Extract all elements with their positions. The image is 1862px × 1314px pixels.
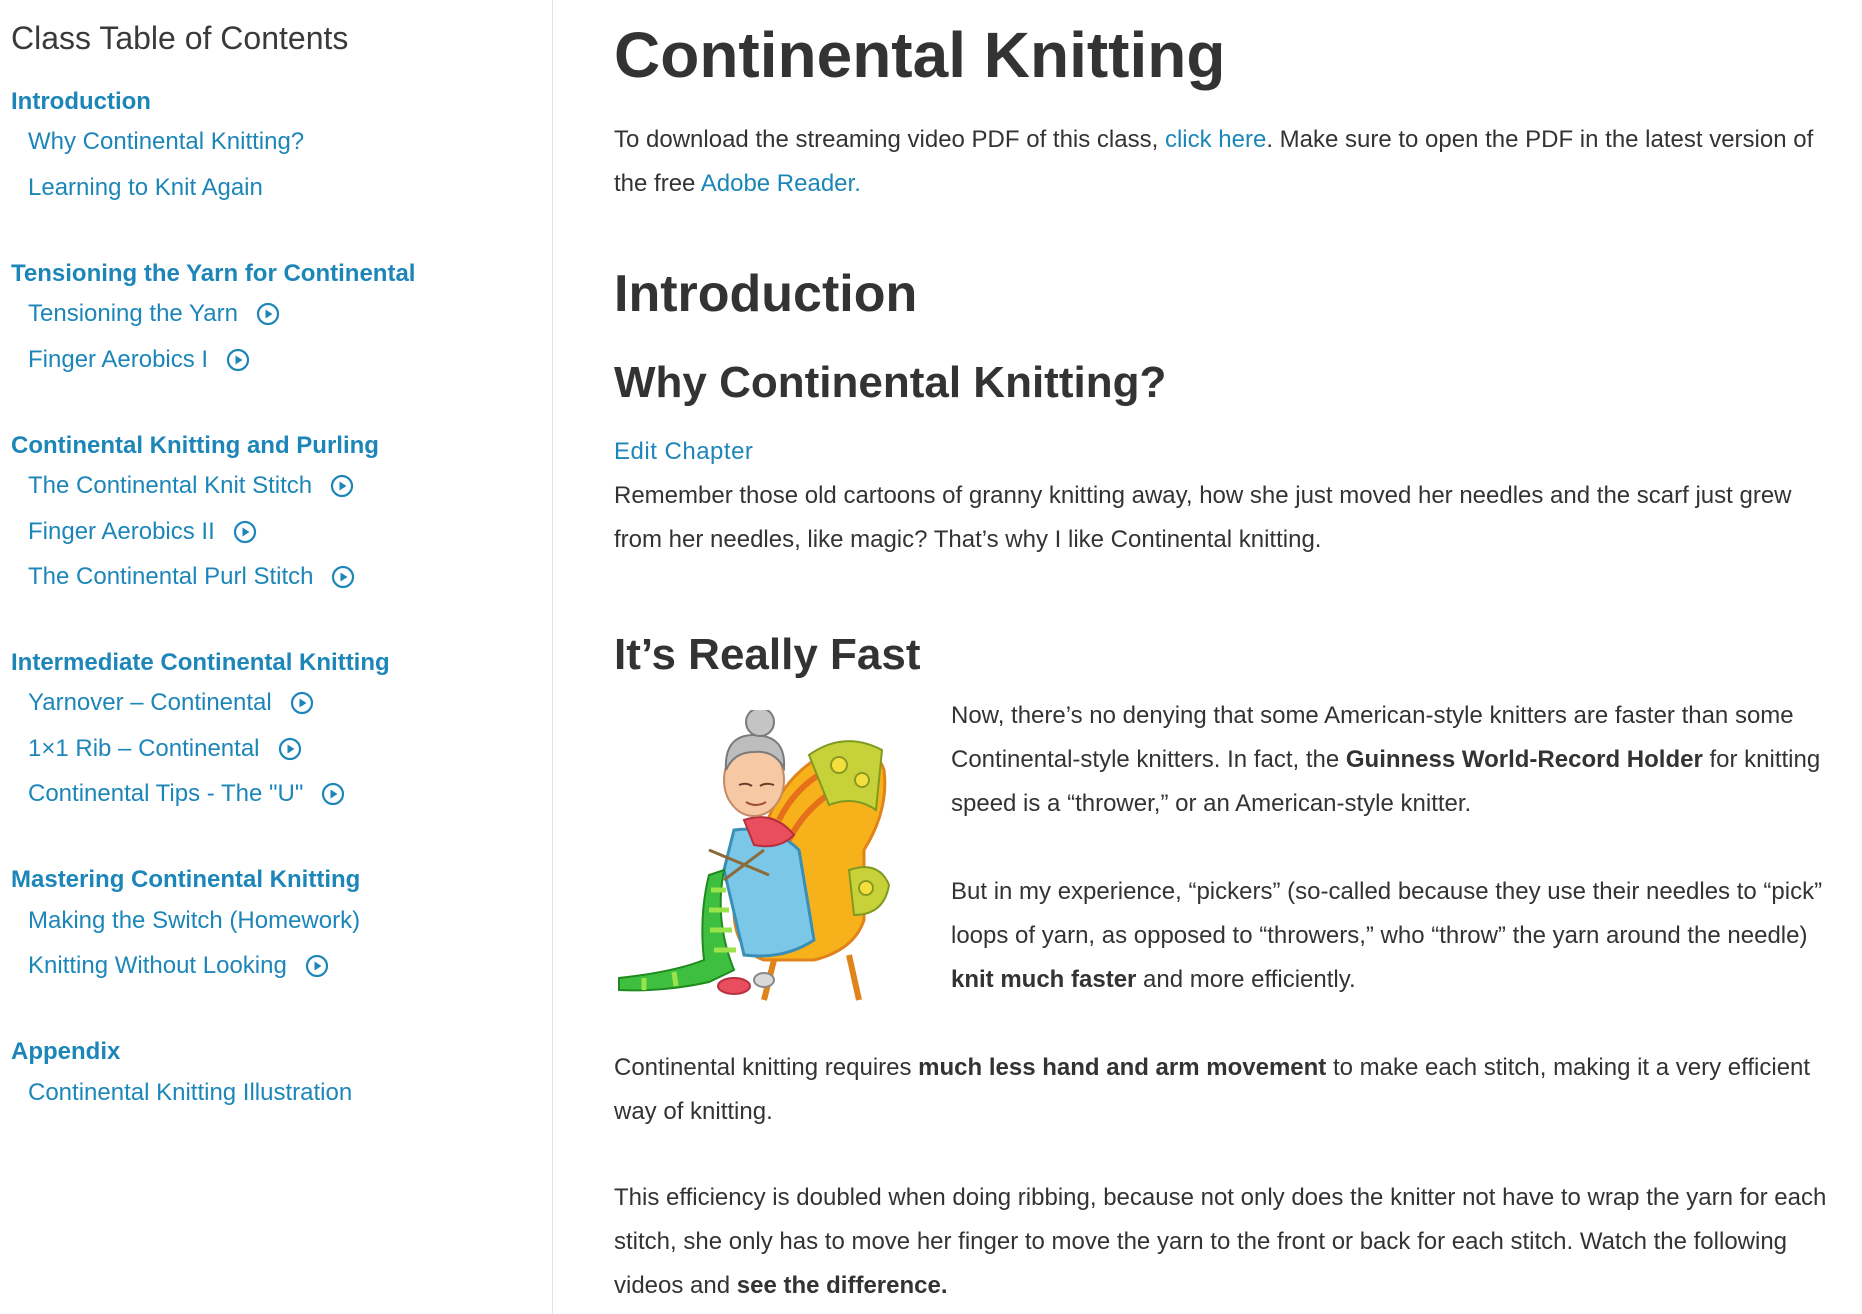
toc-item-label: Yarnover – Continental	[28, 689, 272, 716]
toc-item-label: Continental Tips - The "U"	[28, 780, 304, 807]
bold-text: knit much faster	[951, 966, 1137, 993]
download-text-2: . Make sure to open the PDF in the latest version of the free	[614, 126, 1814, 197]
toc-item-tensioning-the-yarn[interactable]	[28, 300, 280, 328]
toc-section-introduction[interactable]: Introduction	[11, 88, 151, 115]
granny-knitting-illustration	[614, 710, 918, 1002]
toc-item-label: Making the Switch (Homework)	[28, 907, 361, 934]
toc-item-finger-aerobics-2[interactable]	[28, 518, 257, 546]
page-title: Continental Knitting	[614, 19, 1226, 91]
download-paragraph	[614, 118, 1824, 206]
text: But in my experience, “pickers” (so-called because they use their needles to “pick” loops of yarn, as opposed to “throwers,” who “throw” the yarn around the needle)	[951, 878, 1823, 949]
toc-section-intermediate[interactable]: Intermediate Continental Knitting	[11, 649, 390, 676]
text: for knitting speed is a “thrower,” or an American-style knitter.	[951, 746, 1821, 817]
toc-item-label: Learning to Knit Again	[28, 174, 263, 201]
text: to make each stitch, making it a very efficient way of knitting.	[614, 1054, 1811, 1125]
toc-item-continental-tips[interactable]	[28, 780, 345, 808]
toc-section-mastering[interactable]: Mastering Continental Knitting	[11, 866, 361, 893]
toc-item-continental-knit-stitch[interactable]	[28, 472, 354, 500]
text: Now, there’s no denying that some American-style knitters are faster than some Continental-style knitters. In fact, the	[951, 702, 1794, 773]
introduction-heading: Introduction	[614, 265, 918, 323]
toc-item-why-continental[interactable]	[28, 128, 304, 156]
toc-item-label: The Continental Purl Stitch	[28, 563, 314, 590]
edit-chapter-link[interactable]: Edit Chapter	[614, 438, 754, 465]
paragraph-ribbing	[614, 1176, 1844, 1308]
paragraph-movement	[614, 1046, 1844, 1134]
text: This efficiency is doubled when doing ribbing, because not only does the knitter not have to wrap the yarn for each stitch, she only has to move her finger to move the yarn to the front or back for each stitch. Watch the following videos and	[614, 1184, 1827, 1299]
really-fast-heading: It’s Really Fast	[614, 630, 921, 679]
toc-section-knitting-and-purling[interactable]: Continental Knitting and Purling	[11, 432, 379, 459]
cartoon-paragraph: Remember those old cartoons of granny knitting away, how she just moved her needles and the scarf just grew from her needles, like magic? That’s why I like Continental knitting.	[614, 482, 1792, 553]
toc-item-knitting-without-looking[interactable]	[28, 952, 329, 980]
toc-item-continental-purl-stitch[interactable]	[28, 563, 355, 591]
toc-item-label: Why Continental Knitting?	[28, 128, 305, 155]
bold-text: see the difference.	[736, 1272, 948, 1299]
play-video-icon	[233, 520, 257, 544]
toc-item-label: Finger Aerobics I	[28, 346, 209, 373]
toc-item-label: Knitting Without Looking	[28, 952, 287, 979]
toc-section-tensioning[interactable]: Tensioning the Yarn for Continental	[11, 260, 416, 287]
toc-item-label: The Continental Knit Stitch	[28, 472, 313, 499]
play-video-icon	[330, 474, 354, 498]
toc-item-1x1-rib[interactable]	[28, 735, 302, 763]
play-video-icon	[278, 737, 302, 761]
bold-text: Guinness World-Record Holder	[1345, 746, 1703, 773]
toc-title: Class Table of Contents	[11, 20, 349, 56]
table-of-contents-sidebar	[0, 0, 553, 1314]
toc-item-yarnover[interactable]	[28, 689, 314, 717]
text: Continental knitting requires	[614, 1054, 919, 1081]
paragraph-pickers	[951, 870, 1841, 1002]
click-here-link[interactable]: click here	[1164, 126, 1267, 153]
play-video-icon	[226, 348, 250, 372]
toc-item-learning-to-knit-again[interactable]	[28, 174, 263, 202]
toc-item-label: Tensioning the Yarn	[28, 300, 238, 327]
download-text: To download the streaming video PDF of this class,	[614, 126, 1165, 153]
play-video-icon	[256, 302, 280, 326]
adobe-reader-link[interactable]: Adobe Reader.	[700, 170, 861, 197]
toc-item-label: Continental Knitting Illustration	[28, 1079, 353, 1106]
toc-item-finger-aerobics-1[interactable]	[28, 346, 250, 374]
toc-item-label: Finger Aerobics II	[28, 518, 215, 545]
toc-item-knitting-illustration[interactable]	[28, 1079, 352, 1107]
toc-section-appendix[interactable]: Appendix	[11, 1038, 121, 1065]
paragraph-guinness	[951, 694, 1841, 826]
play-video-icon	[331, 565, 355, 589]
toc-item-label: 1×1 Rib – Continental	[28, 735, 260, 762]
toc-item-making-the-switch[interactable]	[28, 907, 360, 935]
bold-text: much less hand and arm movement	[918, 1054, 1327, 1081]
play-video-icon	[305, 954, 329, 978]
text: and more efficiently.	[1136, 966, 1356, 993]
play-video-icon	[290, 691, 314, 715]
why-continental-heading: Why Continental Knitting?	[614, 358, 1167, 407]
play-video-icon	[321, 782, 345, 806]
